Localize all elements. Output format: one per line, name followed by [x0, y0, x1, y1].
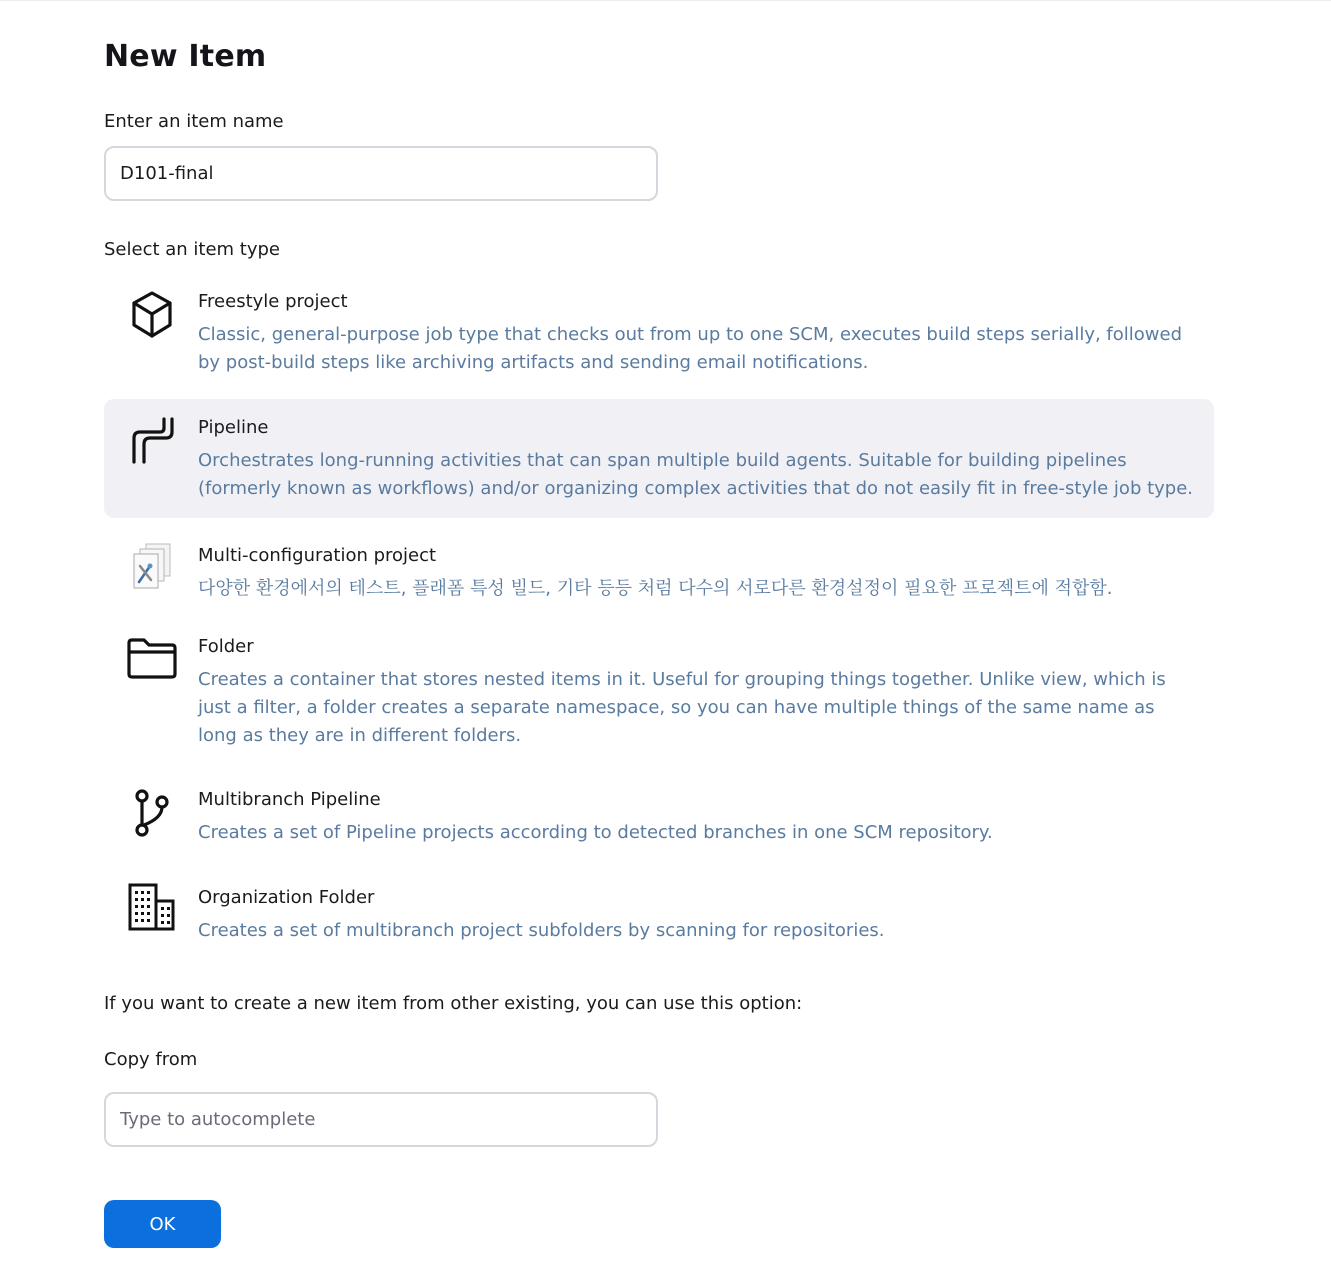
item-title: Organization Folder	[198, 887, 375, 908]
copy-from-hint: If you want to create a new item from other existing, you can use this option:	[104, 993, 803, 1014]
page-title: New Item	[104, 39, 267, 74]
item-type-organization-folder[interactable]	[104, 879, 1214, 955]
folder-icon	[126, 632, 178, 684]
item-title: Pipeline	[198, 417, 269, 438]
item-type-freestyle[interactable]	[104, 283, 1214, 383]
item-title: Freestyle project	[198, 291, 348, 312]
item-description: Creates a set of multibranch project subfolders by scanning for repositories.	[198, 920, 885, 941]
item-name-label: Enter an item name	[104, 111, 284, 132]
item-type-label: Select an item type	[104, 239, 281, 260]
item-title: Multi-configuration project	[198, 545, 437, 566]
branch-icon	[126, 787, 178, 839]
item-name-input[interactable]	[104, 146, 658, 201]
item-description: Classic, general-purpose job type that checks out from up to one SCM, executes build steps serially, followed by post-build steps like archiving artifacts and sending email notifications.	[198, 324, 1183, 373]
item-title: Folder	[198, 636, 254, 657]
item-description: Creates a container that stores nested items in it. Useful for grouping things together. Unlike view, which is just a filter, a folder creates a separate namespace, so you can have multiple things of the same name as long as they are in different folders.	[198, 669, 1166, 746]
cube-icon	[126, 289, 178, 341]
copy-from-input[interactable]	[104, 1092, 658, 1147]
ok-button[interactable]: OK	[104, 1200, 221, 1248]
item-description: Orchestrates long-running activities that can span multiple build agents. Suitable for building pipelines (formerly known as workflows) and/or organizing complex activities that do not easily fit in free-style job type.	[198, 450, 1194, 499]
item-description: Creates a set of Pipeline projects according to detected branches in one SCM repository.	[198, 822, 993, 843]
item-title: Multibranch Pipeline	[198, 789, 381, 810]
pipeline-icon	[126, 415, 178, 467]
item-type-multibranch-pipeline[interactable]	[104, 781, 1214, 857]
multi-config-icon	[126, 541, 178, 593]
building-icon	[126, 881, 178, 933]
item-type-folder[interactable]	[104, 628, 1214, 758]
item-type-multi-configuration[interactable]	[104, 537, 1214, 613]
copy-from-label: Copy from	[104, 1049, 198, 1070]
item-type-pipeline[interactable]	[104, 399, 1214, 518]
item-description: 다양한 환경에서의 테스트, 플래폼 특성 빌드, 기타 등등 처럼 다수의 서로다른 환경설정이 필요한 프로젝트에 적합함.	[198, 578, 1113, 599]
